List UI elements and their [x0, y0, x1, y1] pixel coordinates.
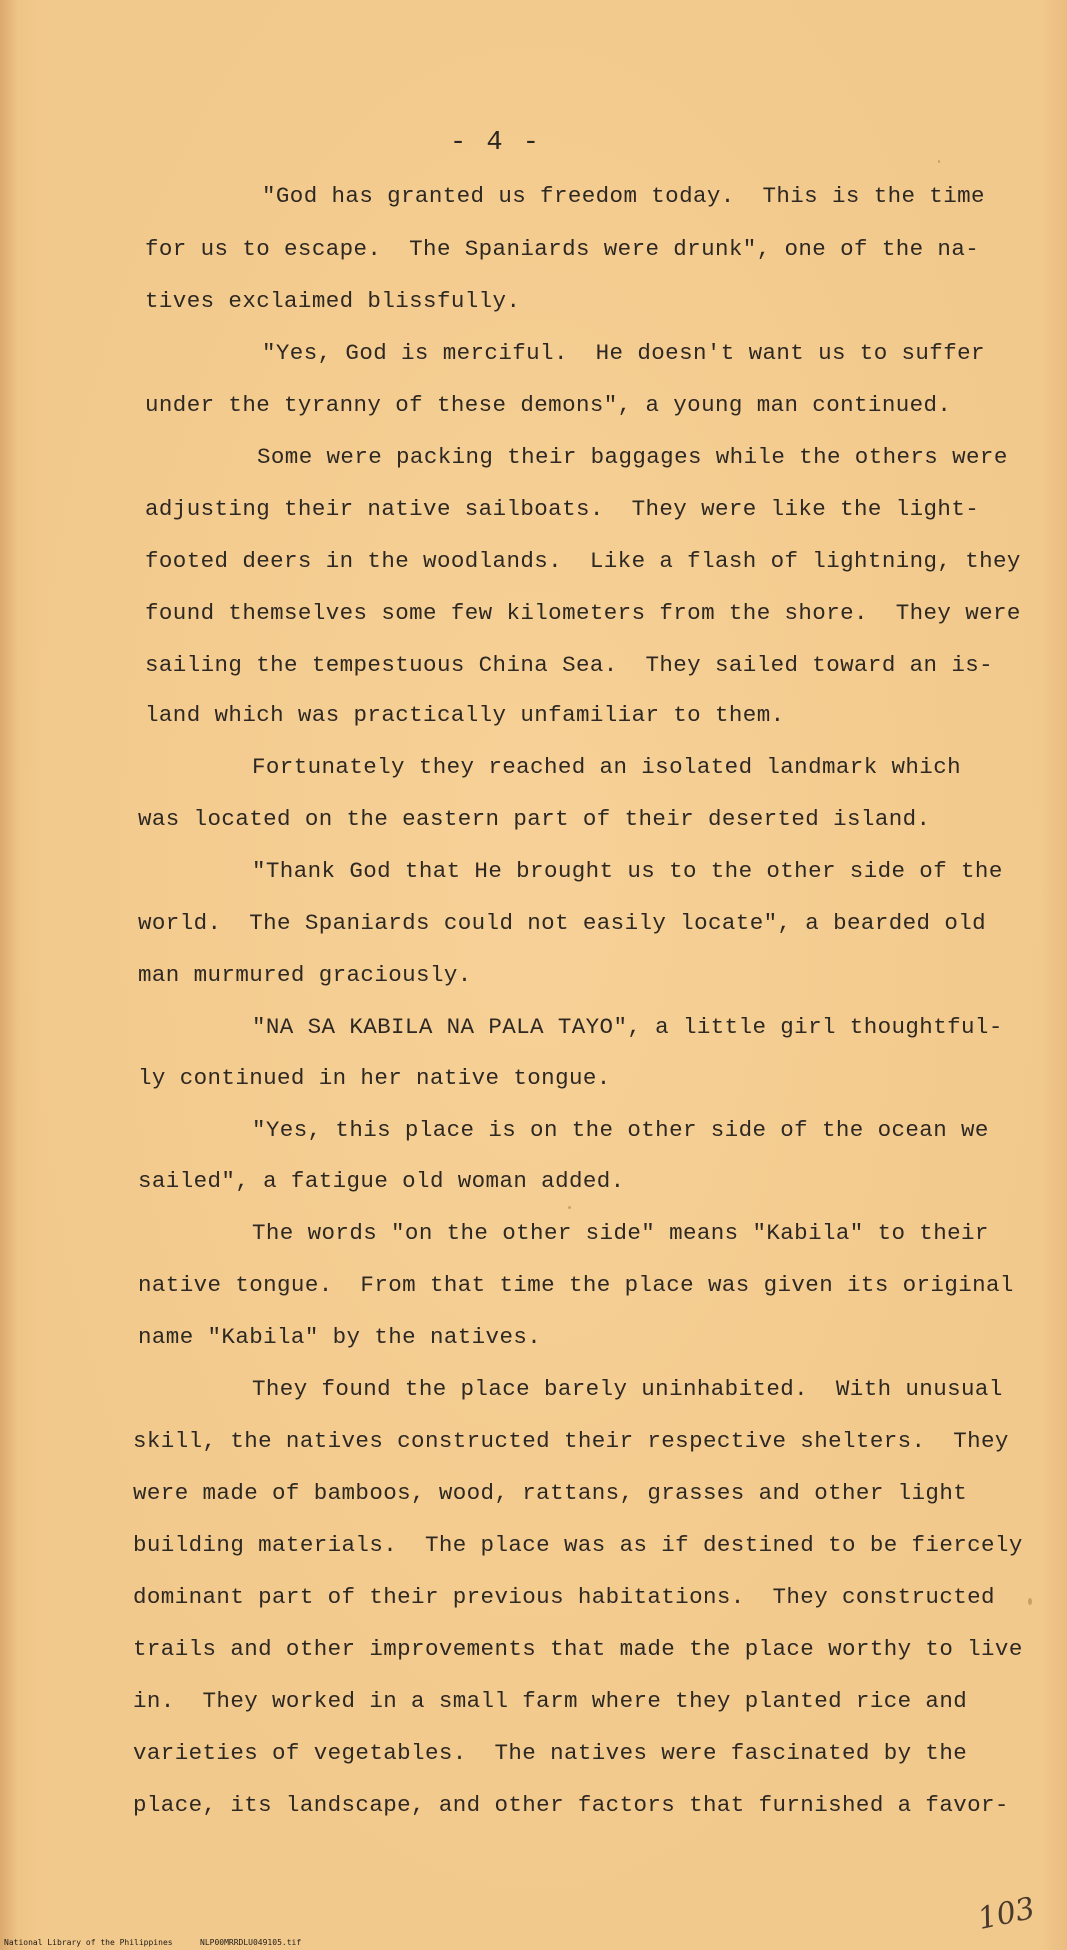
text-line: place, its landscape, and other factors that furnished a favor-	[133, 1792, 1009, 1818]
text-line: skill, the natives constructed their respective shelters. They	[133, 1428, 1009, 1454]
text-line: adjusting their native sailboats. They were like the light-	[145, 496, 980, 522]
archive-credit: National Library of the Philippines	[4, 1938, 173, 1947]
text-line: were made of bamboos, wood, rattans, grasses and other light	[133, 1480, 968, 1506]
text-line: They found the place barely uninhabited. With unusual	[252, 1376, 1003, 1402]
paper-speck	[938, 160, 940, 163]
text-line: trails and other improvements that made the place worthy to live	[133, 1636, 1023, 1662]
text-line: Some were packing their baggages while the others were	[257, 444, 1008, 470]
text-line: under the tyranny of these demons", a young man continued.	[145, 392, 952, 418]
paper-speck	[1028, 1598, 1032, 1605]
text-line: Fortunately they reached an isolated landmark which	[252, 754, 962, 780]
text-line: world. The Spaniards could not easily locate", a bearded old	[138, 910, 987, 936]
text-line: for us to escape. The Spaniards were drunk", one of the na-	[145, 236, 980, 262]
text-line: man murmured graciously.	[138, 962, 472, 988]
text-line: tives exclaimed blissfully.	[145, 288, 521, 314]
text-line: land which was practically unfamiliar to them.	[145, 702, 785, 728]
text-line: "Yes, God is merciful. He doesn't want us to suffer	[262, 340, 985, 366]
text-line: was located on the eastern part of their deserted island.	[138, 806, 931, 832]
text-line: ly continued in her native tongue.	[138, 1065, 611, 1091]
text-line: footed deers in the woodlands. Like a flash of lightning, they	[145, 548, 1021, 574]
text-line: The words "on the other side" means "Kabila" to their	[252, 1220, 989, 1246]
text-line: in. They worked in a small farm where they planted rice and	[133, 1688, 968, 1714]
handwritten-page-mark: 103	[974, 1890, 1039, 1937]
text-line: dominant part of their previous habitations. They constructed	[133, 1584, 995, 1610]
text-line: name "Kabila" by the natives.	[138, 1324, 542, 1350]
text-line: sailing the tempestuous China Sea. They sailed toward an is-	[145, 652, 994, 678]
paper-speck	[568, 1206, 571, 1209]
text-line: "Thank God that He brought us to the other side of the	[252, 858, 1003, 884]
text-line: "God has granted us freedom today. This is the time	[262, 183, 985, 209]
text-line: found themselves some few kilometers from the shore. They were	[145, 600, 1021, 626]
text-line: varieties of vegetables. The natives were fascinated by the	[133, 1740, 968, 1766]
text-line: native tongue. From that time the place was given its original	[138, 1272, 1014, 1298]
text-line: sailed", a fatigue old woman added.	[138, 1168, 625, 1194]
scan-filename: NLP00MRRDLU049105.tif	[200, 1938, 302, 1947]
text-line: "NA SA KABILA NA PALA TAYO", a little girl thoughtful-	[252, 1014, 1003, 1040]
page-number: - 4 -	[450, 128, 542, 158]
text-line: "Yes, this place is on the other side of the ocean we	[252, 1117, 989, 1143]
text-line: building materials. The place was as if destined to be fiercely	[133, 1532, 1023, 1558]
